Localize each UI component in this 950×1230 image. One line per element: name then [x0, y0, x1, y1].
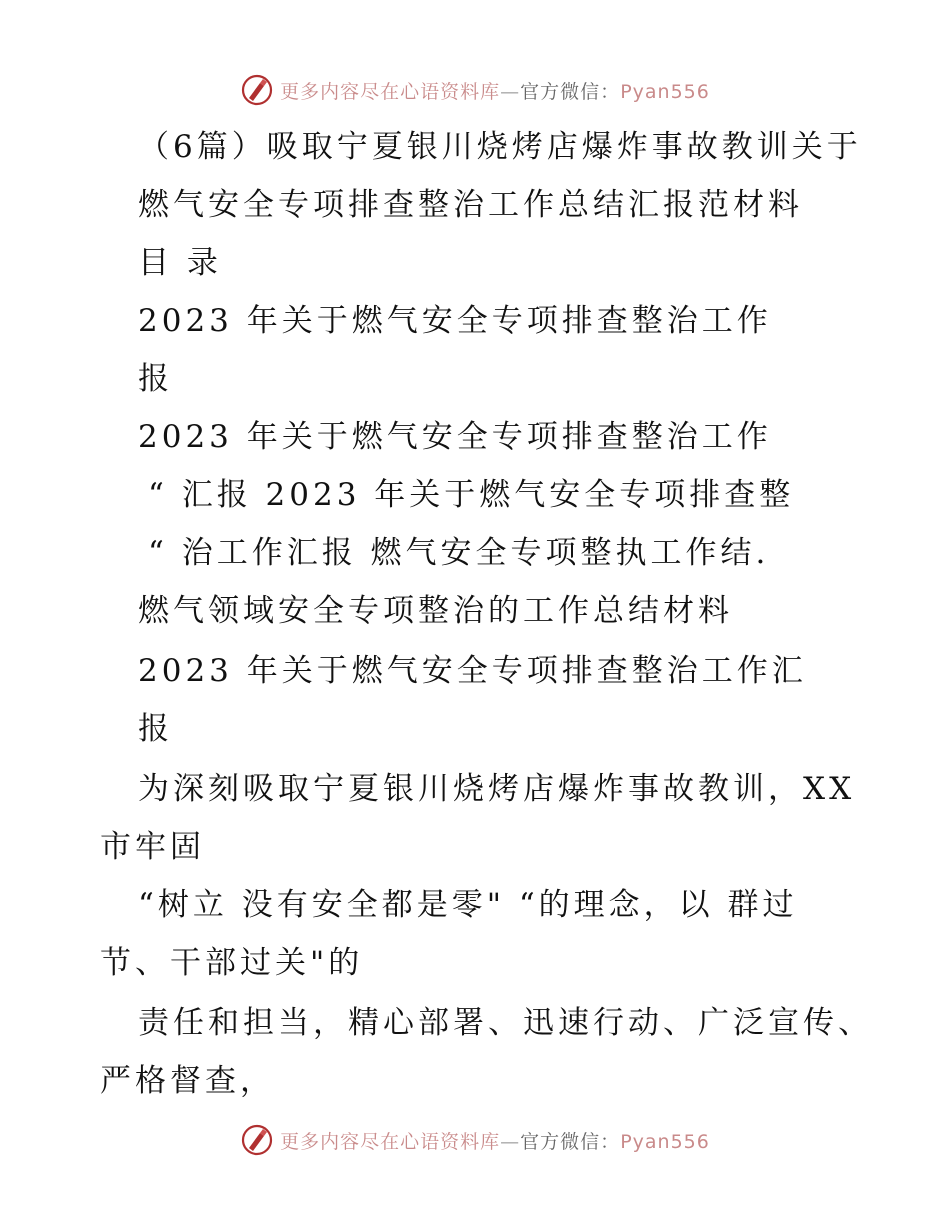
- toc-item: “ 治工作汇报 燃气安全专项整执工作结.: [148, 535, 770, 571]
- section-title-line-2: 报: [138, 711, 173, 747]
- header-banner-official-label: 官方微信：: [520, 80, 621, 103]
- section-title-line-1: 2023 年关于燃气安全专项排查整治工作汇: [138, 653, 807, 689]
- header-banner: [0, 70, 950, 110]
- body-paragraph-line: 责任和担当，精心部署、迅速行动、广泛宣传、: [138, 1005, 873, 1041]
- body-paragraph-line: “树立 没有安全都是零" “的理念，以 群过: [138, 887, 798, 923]
- body-paragraph-line: 节、干部过关"的: [100, 945, 364, 981]
- document-title-line-2: 燃气安全专项排查整治工作总结汇报范材料: [138, 187, 803, 223]
- footer-banner-text: [280, 1127, 710, 1154]
- toc-heading: 目 录: [138, 245, 222, 281]
- footer-banner-main-text: 更多内容尽在心语资料库: [280, 1130, 501, 1153]
- body-paragraph-line: 严格督查，: [100, 1063, 275, 1099]
- header-banner-text: [280, 77, 710, 104]
- toc-item: 2023 年关于燃气安全专项排查整治工作: [138, 419, 772, 455]
- toc-item: 2023 年关于燃气安全专项排查整治工作: [138, 303, 772, 339]
- pen-logo-icon: [240, 73, 274, 107]
- footer-banner-official-label: 官方微信：: [520, 1130, 621, 1153]
- document-title-line-1: （6篇）吸取宁夏银川烧烤店爆炸事故教训关于: [138, 129, 862, 165]
- header-banner-wechat-id: Pyan556: [620, 80, 710, 103]
- header-banner-separator: —: [500, 80, 521, 103]
- toc-item: 燃气领域安全专项整治的工作总结材料: [138, 593, 733, 629]
- footer-banner-wechat-id: Pyan556: [620, 1130, 710, 1153]
- footer-banner: [0, 1120, 950, 1160]
- footer-banner-separator: —: [500, 1130, 521, 1153]
- pen-logo-icon: [240, 1123, 274, 1157]
- header-banner-main-text: 更多内容尽在心语资料库: [280, 80, 501, 103]
- toc-item: “ 汇报 2023 年关于燃气安全专项排查整: [148, 477, 795, 513]
- toc-item: 报: [138, 361, 173, 397]
- body-paragraph-line: 市牢固: [100, 829, 205, 865]
- body-paragraph-line: 为深刻吸取宁夏银川烧烤店爆炸事故教训，XX: [138, 771, 856, 807]
